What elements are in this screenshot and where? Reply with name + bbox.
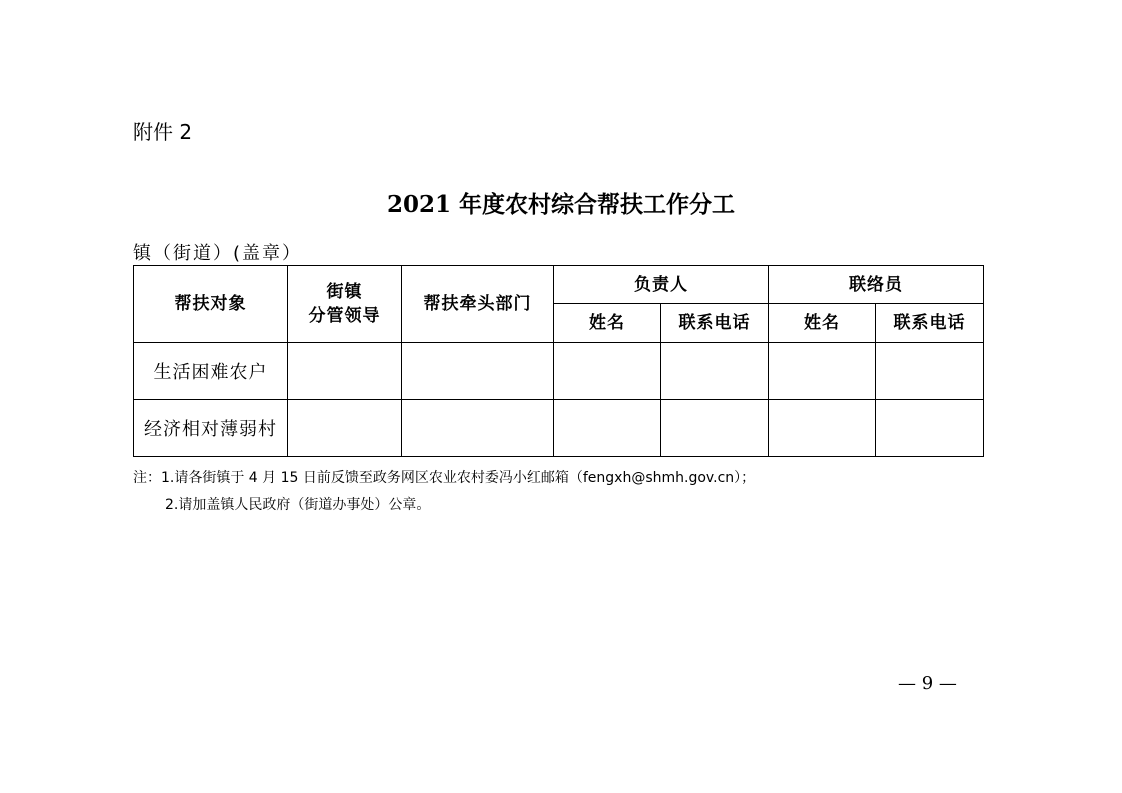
header-target: 帮扶对象 [134,266,288,343]
header-liaison: 联络员 [769,266,984,304]
town-stamp-label: 镇（街道）(盖章） [133,243,303,264]
header-responsible: 负责人 [554,266,769,304]
table-cell [288,343,402,400]
table-cell [554,343,661,400]
header-responsible-name: 姓名 [554,304,661,343]
table-row [134,343,984,400]
table-cell [769,343,876,400]
note-line-2: 2.请加盖镇人民政府（街道办事处）公章。 [165,497,431,513]
table-cell [661,400,769,457]
assignment-table [133,265,984,457]
notes [133,465,755,519]
document-title: 2021 年度农村综合帮扶工作分工 [386,191,736,218]
table-cell [554,400,661,457]
table-cell [288,400,402,457]
header-liaison-name: 姓名 [769,304,876,343]
note-line-1: 注：1.请各街镇于 4 月 15 日前反馈至政务网区农业农村委冯小红邮箱（fengxh@shmh.gov.cn）； [133,470,756,486]
attachment-label: 附件 2 [133,120,193,144]
header-liaison-phone: 联系电话 [876,304,984,343]
table-row [134,400,984,457]
table-cell [876,343,984,400]
header-street-leader [288,266,402,343]
row-target-cell: 生活困难农户 [134,343,288,400]
table-cell [876,400,984,457]
row-target-cell: 经济相对薄弱村 [134,400,288,457]
header-street-leader-line1: 街镇 [326,282,363,302]
table-cell [769,400,876,457]
header-street-leader-line2: 分管领导 [308,306,381,326]
header-responsible-phone: 联系电话 [661,304,769,343]
table-cell [402,343,554,400]
page-number: — 9 — [898,673,957,694]
table-cell [661,343,769,400]
table-cell [402,400,554,457]
header-lead-dept: 帮扶牵头部门 [402,266,554,343]
